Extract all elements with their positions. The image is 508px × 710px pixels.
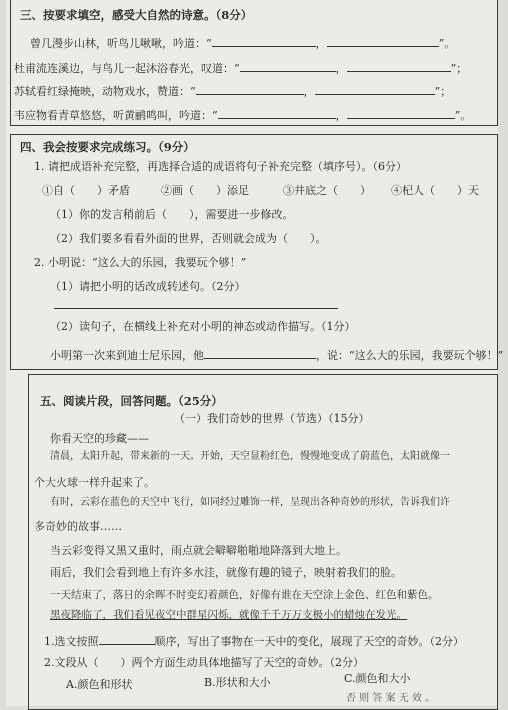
question-5-1 (44, 634, 464, 649)
question-4-1-2: （2）我们要多看看外面的世界，否则就会成为（ ）。 (50, 232, 327, 245)
idiom-item-2: ②画（ ）添足 (161, 184, 249, 197)
passage-line-3: 个大火球一样升起来了。 (34, 476, 155, 489)
answer-blank[interactable] (204, 348, 316, 359)
poem-fill-line-2: 杜甫流连溪边，与鸟儿一起沐浴春光，叹道：“ ， ”； (14, 62, 468, 75)
passage-line-8: 一天结束了，落日的余晖不时变幻着颜色，好像有谁在天空涂上金色、红色和紫色。 (50, 589, 439, 601)
question-4-2-2-sentence (50, 348, 503, 363)
passage-line-5: 多奇妙的故事…… (34, 520, 122, 533)
answer-blank[interactable] (196, 84, 304, 95)
answer-blank[interactable] (347, 61, 451, 72)
question-4-2-1: （1）请把小明的话改成转述句。（2分） (50, 280, 246, 293)
option-a[interactable]: A.颜色和形状 (66, 678, 133, 691)
answer-blank[interactable] (315, 84, 435, 95)
idiom-item-3: ③井底之（ ） (283, 184, 371, 197)
poem-fill-line-3: 苏轼看红绿掩映，动物戏水，赞道：“ ， ”； (14, 85, 452, 98)
question-4-1-1: （1）你的发言稍前后（ ），需要进一步修改。 (50, 208, 294, 221)
answer-line[interactable] (54, 308, 338, 309)
poem-fill-lead: 韦应物看青草悠悠，听黄鹂鸣叫，吟道：“ (14, 109, 218, 122)
passage-subtitle: （一）我们奇妙的世界（节选）（15分） (174, 412, 370, 425)
question-4-1: 1. 请把成语补充完整，再选择合适的成语将句子补充完整（填序号）。（6分） (34, 160, 407, 173)
poem-fill-line-4: 韦应物看青草悠悠，听黄鹂鸣叫，吟道：“ ， ”。 (14, 109, 472, 122)
answer-blank[interactable] (347, 108, 455, 119)
question-5-2: 2.文段从（ ）两个方面生动具体地描写了天空的奇妙。（2分） (44, 656, 364, 669)
answer-blank[interactable] (240, 61, 336, 72)
idiom-item-1: ①自（ ）矛盾 (42, 184, 130, 197)
passage-line-2: 清晨，太阳升起，带来新的一天。开始，天空显粉红色，慢慢地变成了蔚蓝色，太阳就像一 (50, 451, 450, 462)
section-5-heading: 五、阅读片段，回答问题。（25分） (40, 394, 223, 408)
sentence-tail: ，说：“这么大的乐园，我要玩个够！” (316, 349, 504, 362)
passage-line-6: 当云彩变得又黑又重时，雨点就会噼噼啪啪地降落到大地上。 (50, 544, 347, 557)
poem-fill-lead: 苏轼看红绿掩映，动物戏水，赞道：“ (14, 85, 196, 98)
answer-blank[interactable] (327, 36, 439, 47)
poem-fill-lead: 杜甫流连溪边，与鸟儿一起沐浴春光，叹道：“ (14, 62, 240, 75)
poem-fill-line-1: 曾几漫步山林，听鸟儿啾啾，吟道：“ ， ”。 (30, 37, 456, 50)
passage-line-4: 有时，云彩在蓝色的天空中飞行，如同经过雕饰一样，呈现出各种奇妙的形状，告诉我们许 (50, 497, 450, 508)
answer-blank[interactable] (99, 634, 155, 645)
footer-note: 否 则 答 案 无 效 。 (346, 693, 436, 704)
option-c[interactable]: C.颜色和大小 (344, 672, 411, 685)
answer-blank[interactable] (218, 108, 336, 119)
question-4-2-2: （2）读句子，在横线上补充对小明的神态或动作描写。（1分） (50, 320, 356, 333)
idiom-item-4: ④杞人（ ）天 (391, 184, 479, 197)
question-4-2: 2. 小明说：“这么大的乐园，我要玩个够！” (34, 256, 247, 269)
passage-line-9: 黑夜降临了，我们看见夜空中群星闪烁，就像千千万万支极小的蜡烛在发光。 (50, 609, 407, 621)
answer-blank[interactable] (212, 36, 316, 47)
poem-fill-lead: 曾几漫步山林，听鸟儿啾啾，吟道：“ (30, 37, 212, 50)
passage-line-7: 雨后，我们会看到地上有许多水洼，就像有趣的镜子，映射着我们的脸。 (50, 566, 402, 579)
question-tail: 顺序，写出了事物在一天中的变化，展现了天空的奇妙。（2分） (154, 635, 464, 648)
question-lead: 1.选文按照 (44, 635, 99, 648)
section-4-heading: 四、我会按要求完成练习。（9分） (20, 140, 195, 154)
section-3-heading: 三、按要求填空，感受大自然的诗意。（8分） (20, 8, 253, 22)
exam-paper (6, 0, 504, 706)
passage-line-1: 你看天空的珍藏—— (50, 432, 149, 445)
sentence-lead: 小明第一次来到迪士尼乐园，他 (50, 349, 204, 362)
option-b[interactable]: B.形状和大小 (204, 676, 271, 689)
